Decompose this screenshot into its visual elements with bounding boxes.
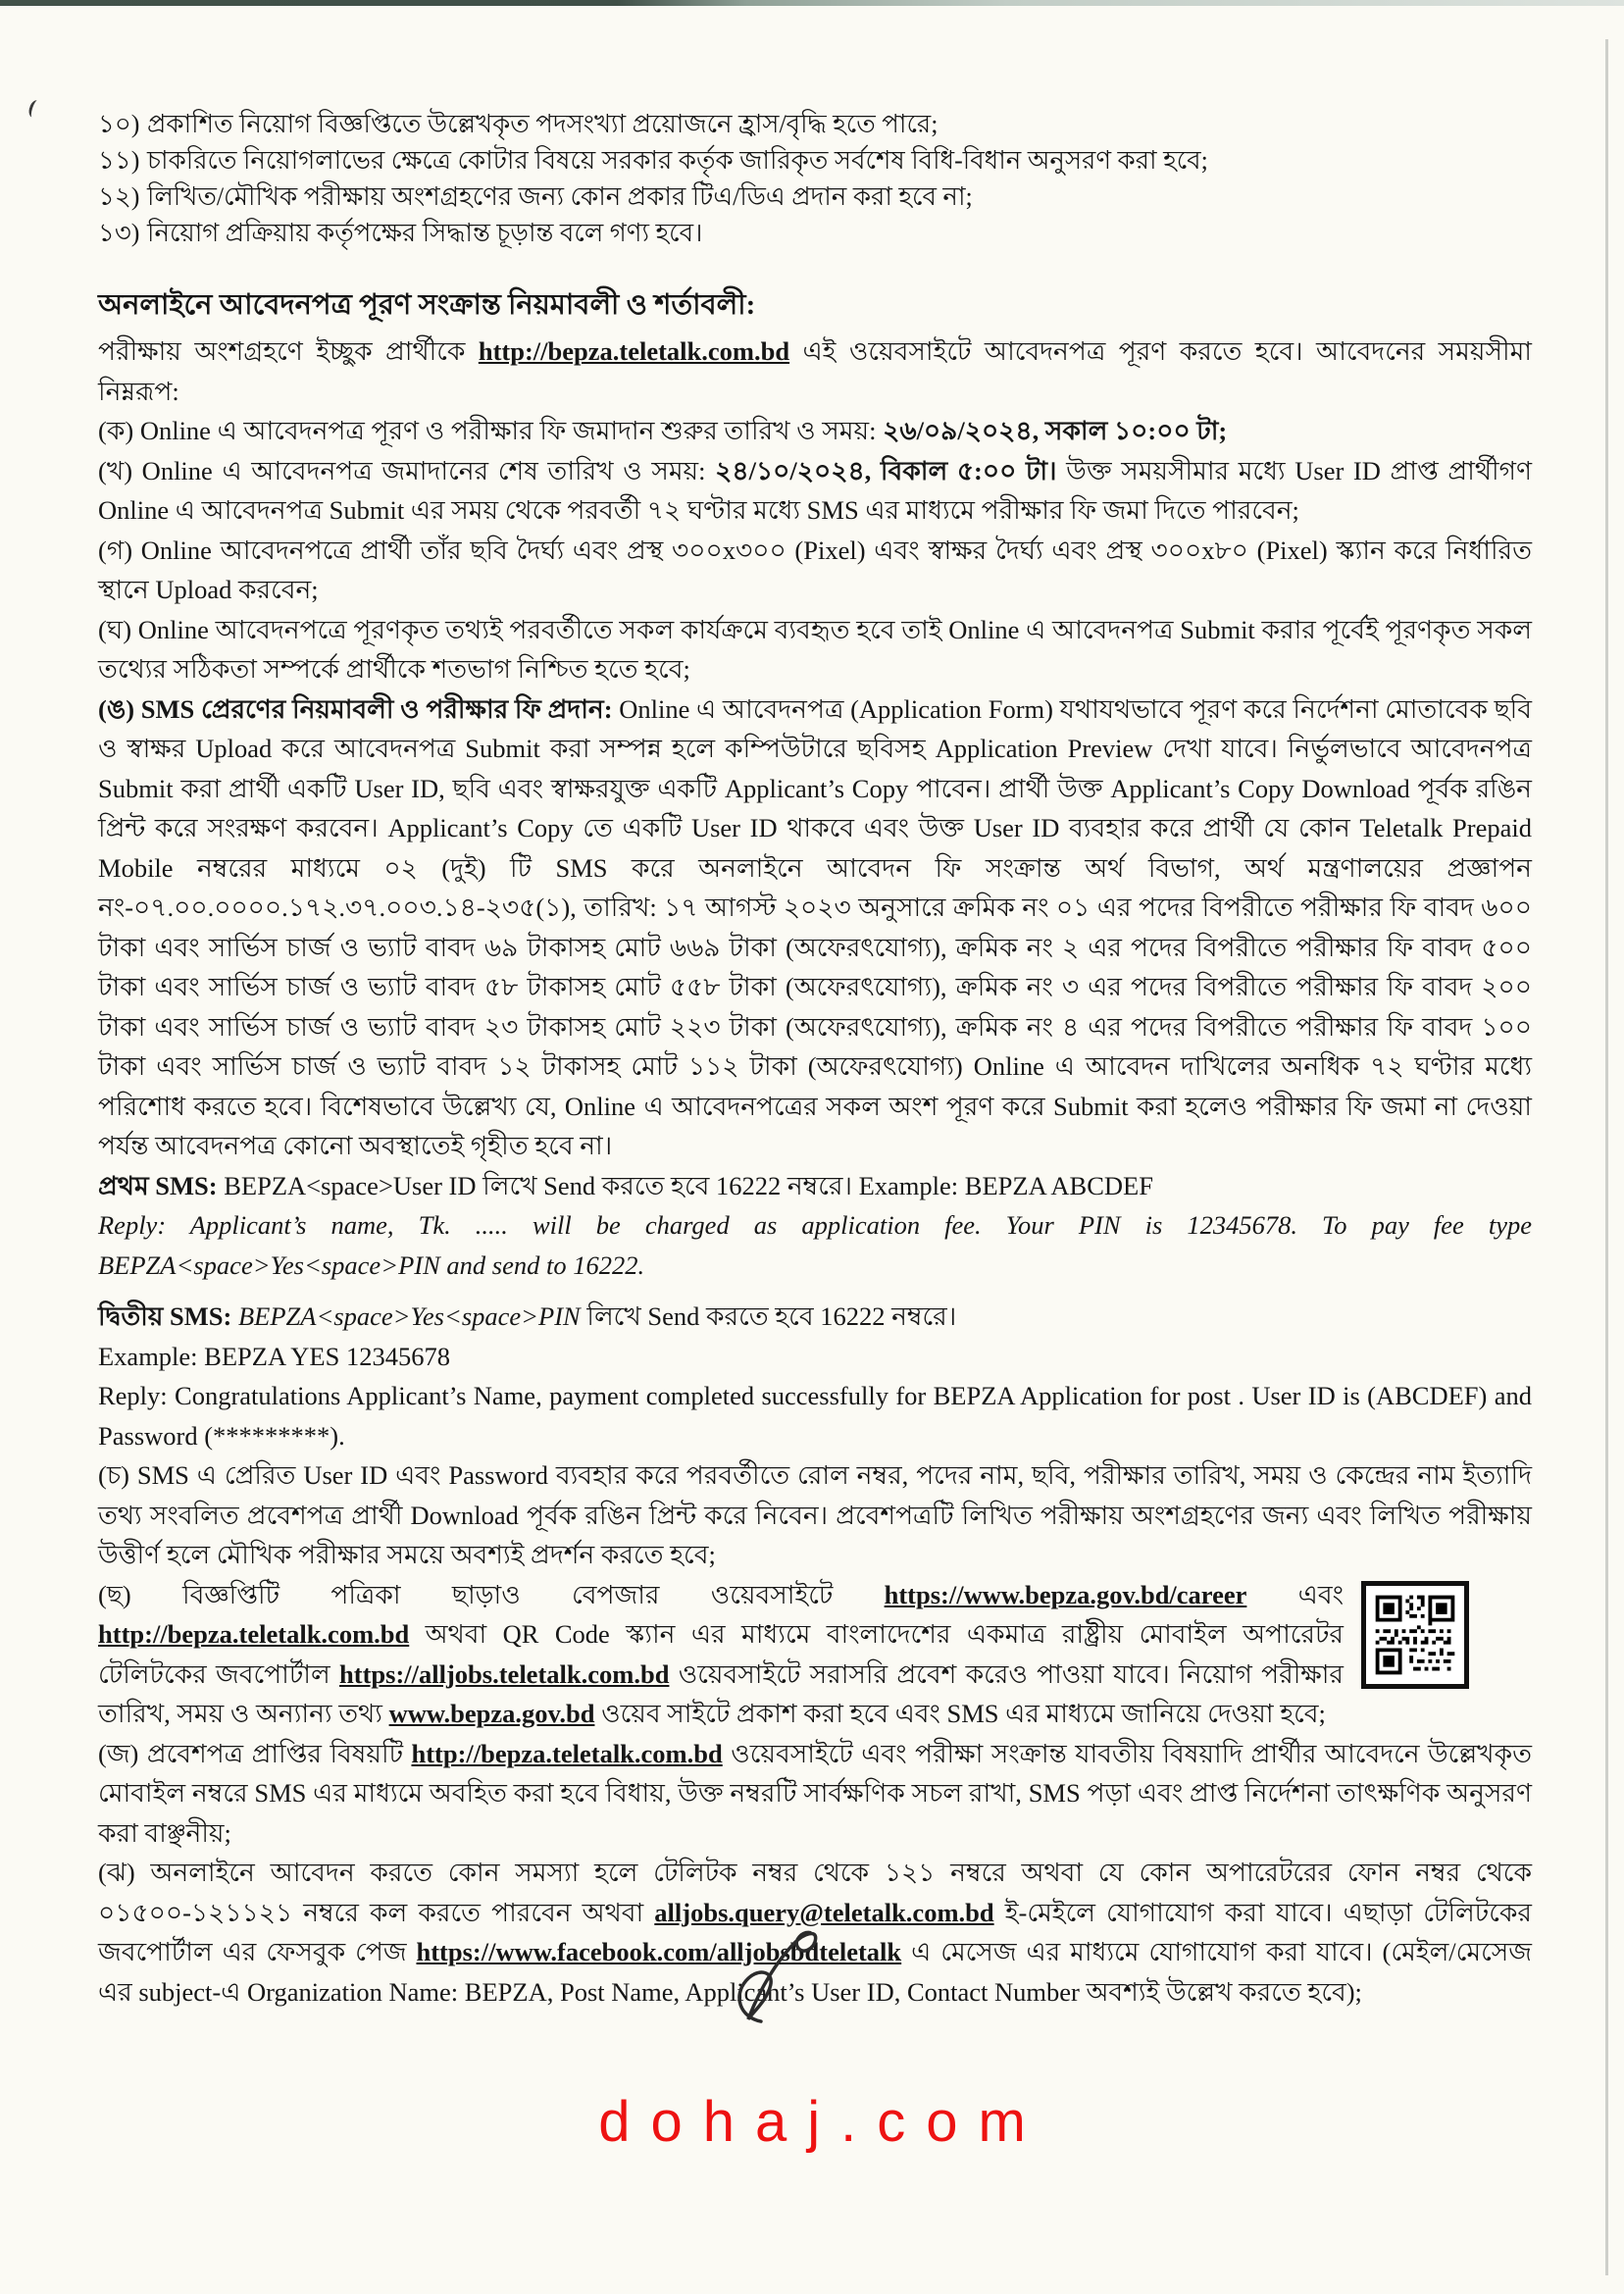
list-number: ১১) (98, 146, 140, 175)
para-kha (98, 451, 1532, 531)
watermark-text: dohaj.com (598, 2090, 1046, 2154)
text-segment: (খ) Online এ আবেদনপত্র জমাদানের শেষ তারিখ ও সময়: (98, 455, 716, 485)
inline-link: alljobs.query@teletalk.com.bd (654, 1897, 994, 1927)
numbered-conditions (98, 106, 1532, 251)
text-segment: Reply: Congratulations Applicant’s Name, payment completed successfully for BEPZA Application for post . User ID is (ABCDEF) and Password (*********). (98, 1381, 1532, 1451)
para-example-2 (98, 1337, 1532, 1377)
list-item-13 (98, 215, 1532, 251)
signature-icon (718, 1914, 840, 2032)
list-item-11 (98, 142, 1532, 178)
text-segment: (ক) Online এ আবেদনপত্র পূরণ ও পরীক্ষার ফি জমাদান শুরুর তারিখ ও সময়: (98, 416, 884, 445)
text-segment: (জ) প্রবেশপত্র প্রাপ্তির বিষয়টি (98, 1738, 412, 1768)
para-ka (98, 411, 1532, 451)
text-segment: এবং (1246, 1579, 1344, 1609)
scan-edge-right (1605, 39, 1608, 2275)
text-segment: ই-মেইলে যোগাযোগ করা যাবে। এছাড়া টেলিটকের জবপোর্টাল এর ফেসবুক পেজ (98, 1897, 1532, 1966)
inline-link: https://www.facebook.com/alljobsbdteletalk (416, 1937, 902, 1966)
para-ga (98, 531, 1532, 610)
para-reply-2 (98, 1376, 1532, 1455)
ink-mark (26, 99, 42, 120)
inline-link: https://www.bepza.gov.bd/career (884, 1579, 1247, 1609)
para-ja (98, 1734, 1532, 1854)
text-segment: দ্বিতীয় SMS: (98, 1301, 238, 1331)
text-segment: প্রথম SMS: (98, 1170, 225, 1200)
text-segment: ওয়েবসাইটে এবং পরীক্ষা সংক্রান্ত যাবতীয় বিষয়াদি প্রার্থীর আবেদনে উল্লেখকৃত মোবাইল নম্বরে SMS এর মাধ্যমে অবহিত করা হবে বিধায়, উক্ত নম্বরটি সার্বক্ষণিক সচল রাখা, SMS পড়া এবং প্রাপ্ত নির্দেশনা তাৎক্ষণিক অনুসরণ করা বাঞ্ছনীয়; (98, 1738, 1533, 1848)
para-first-sms (98, 1166, 1532, 1206)
text-segment: (ঝ) অনলাইনে আবেদন করতে কোন সমস্যা হলে টেলিটক নম্বর থেকে ১২১ নম্বরে অথবা যে কোন অপারেটরের ফোন নম্বর থেকে ০১৫০০-১২১১২১ নম্বরে কল করতে পারবেন অথবা (98, 1858, 1532, 1927)
qr-code-icon (1361, 1581, 1469, 1689)
list-number: ১২) (98, 182, 140, 211)
document-body (98, 106, 1532, 2012)
text-segment: (ঙ) SMS প্রেরণের নিয়মাবলী ও পরীক্ষার ফি প্রদান: (98, 693, 620, 724)
text-segment: ২৬/০৯/২০২৪, সকাল ১০:০০ টা; (883, 416, 1228, 445)
para-chha (98, 1575, 1532, 1734)
scan-edge-top (0, 0, 1624, 6)
para-sms-rules (98, 689, 1532, 1166)
text-segment: (ঘ) Online আবেদনপত্রে পূরণকৃত তথ্যই পরবর্তীতে সকল কার্যক্রমে ব্যবহৃত হবে তাই Online এ আবেদনপত্র Submit করার পূর্বেই পূরণকৃত সকল তথ্যের সঠিকতা সম্পর্কে প্রার্থীকে শতভাগ নিশ্চিত হতে হবে; (98, 614, 1532, 684)
list-text: নিয়োগ প্রক্রিয়ায় কর্তৃপক্ষের সিদ্ধান্ত চূড়ান্ত বলে গণ্য হবে। (147, 219, 703, 247)
text-segment: লিখে Send করতে হবে 16222 নম্বরে। (580, 1301, 957, 1331)
para-intro (98, 331, 1532, 411)
list-item-10 (98, 106, 1532, 142)
list-text: লিখিত/মৌখিক পরীক্ষায় অংশগ্রহণের জন্য কোন প্রকার টিএ/ডিএ প্রদান করা হবে না; (147, 182, 973, 211)
list-number: ১৩) (98, 219, 140, 247)
inline-link: http://bepza.teletalk.com.bd (478, 336, 790, 366)
text-segment: Online এ আবেদনপত্র (Application Form) যথাযথভাবে পূরণ করে নির্দেশনা মোতাবেক ছবি ও স্বাক্ষর Upload করে আবেদনপত্র Submit করা সম্পন্ন হলে কম্পিউটারে ছবিসহ Application Preview দেখা যাবে। নির্ভুলভাবে আবেদনপত্র Submit করা প্রার্থী একটি User ID, ছবি এবং স্বাক্ষরযুক্ত একটি Applicant’s Copy পাবেন। প্রার্থী উক্ত Applicant’s Copy Download পূর্বক রঙিন প্রিন্ট করে সংরক্ষণ করবেন। Applicant’s Copy তে একটি User ID থাকবে এবং উক্ত User ID ব্যবহার করে প্রার্থী যে কোন Teletalk Prepaid Mobile নম্বরের মাধ্যমে ০২ (দুই) টি SMS করে অনলাইনে আবেদন ফি সংক্রান্ত অর্থ বিভাগ, অর্থ মন্ত্রণালয়ের প্রজ্ঞাপন নং-০৭.০০.০০০০.১৭২.৩৭.০০৩.১৪-২৩৫(১), তারিখ: ১৭ আগস্ট ২০২৩ অনুসারে ক্রমিক নং ০১ এর পদের বিপরীতে পরীক্ষার ফি বাবদ ৬০০ টাকা এবং সার্ভিস চার্জ ও ভ্যাট বাবদ ৬৯ টাকাসহ মোট ৬৬৯ টাকা (অফেরৎযোগ্য), ক্রমিক নং ২ এর পদের বিপরীতে পরীক্ষার ফি বাবদ ৫০০ টাকা এবং সার্ভিস চার্জ ও ভ্যাট বাবদ ৫৮ টাকাসহ মোট ৫৫৮ টাকা (অফেরৎযোগ্য), ক্রমিক নং ৩ এর পদের বিপরীতে পরীক্ষার ফি বাবদ ২০০ টাকা এবং সার্ভিস চার্জ ও ভ্যাট বাবদ ২৩ টাকাসহ মোট ২২৩ টাকা (অফেরৎযোগ্য), ক্রমিক নং ৪ এর পদের বিপরীতে পরীক্ষার ফি বাবদ ১০০ টাকা এবং সার্ভিস চার্জ ও ভ্যাট বাবদ ১২ টাকাসহ মোট ১১২ টাকা (অফেরৎযোগ্য) Online এ আবেদন দাখিলের অনধিক ৭২ ঘণ্টার মধ্যে পরিশোধ করতে হবে। বিশেষভাবে উল্লেখ্য যে, Online এ আবেদনপত্রের সকল অংশ পূরণ করে Submit করা হলেও পরীক্ষার ফি জমা না দেওয়া পর্যন্ত আবেদনপত্র কোনো অবস্থাতেই গৃহীত হবে না। (98, 693, 1532, 1160)
inline-link: www.bepza.gov.bd (388, 1699, 595, 1728)
inline-link: https://alljobs.teletalk.com.bd (339, 1658, 670, 1689)
text-segment: BEPZA<space>Yes<space>PIN (237, 1301, 581, 1331)
text-segment: এ মেসেজ এর মাধ্যমে যোগাযোগ করা যাবে। (মেইল/মেসেজ এর subject-এ Organization Name: BEPZA, Post Name, Applicant’s User ID, Contact Number অবশ্যই উল্লেখ করতে হবে); (98, 1937, 1533, 2007)
text-segment: BEPZA<space>User ID লিখে Send করতে হবে 16222 নম্বরে। Example: BEPZA ABCDEF (224, 1170, 1153, 1200)
section-heading: অনলাইনে আবেদনপত্র পূরণ সংক্রান্ত নিয়মাবলী ও শর্তাবলী: (98, 289, 756, 321)
text-segment: এই ওয়েবসাইটে আবেদনপত্র পূরণ করতে হবে। আবেদনের সময়সীমা নিম্নরূপ: (98, 336, 1532, 406)
text-segment: ২৪/১০/২০২৪, বিকাল ৫:০০ টা। (715, 455, 1057, 485)
text-segment: অথবা QR Code স্ক্যান এর মাধ্যমে বাংলাদেশের একমাত্র রাষ্ট্রীয় মোবাইল অপারেটর টেলিটকের জবপোর্টাল (98, 1619, 1344, 1689)
list-number: ১০) (98, 110, 140, 138)
text-segment: (চ) SMS এ প্রেরিত User ID এবং Password ব্যবহার করে পরবর্তীতে রোল নম্বর, পদের নাম, ছবি, পরীক্ষার তারিখ, সময় ও কেন্দ্রের নাম ইত্যাদি তথ্য সংবলিত প্রবেশপত্র প্রার্থী Download পূর্বক রঙিন প্রিন্ট করে নিবেন। প্রবেশপত্রটি লিখিত পরীক্ষায় অংশগ্রহণের জন্য এবং লিখিত পরীক্ষায় উত্তীর্ণ হলে মৌখিক পরীক্ষার সময়ে অবশ্যই প্রদর্শন করতে হবে; (98, 1460, 1532, 1569)
para-gha (98, 610, 1532, 689)
text-segment: Reply: Applicant’s name, Tk. ..... will be charged as application fee. Your PIN is 12345678. To pay fee type BEPZA<space>Yes<space>PIN and send to 16222. (98, 1210, 1532, 1280)
text-segment: ওয়েব সাইটে প্রকাশ করা হবে এবং SMS এর মাধ্যমে জানিয়ে দেওয়া হবে; (594, 1699, 1326, 1728)
para-second-sms (98, 1297, 1532, 1337)
para-cha (98, 1455, 1532, 1575)
para-reply-1 (98, 1205, 1532, 1285)
text-segment: উক্ত সময়সীমার মধ্যে User ID প্রাপ্ত প্রার্থীগণ Online এ আবেদনপত্র Submit এর সময় থেকে পরবর্তী ৭২ ঘণ্টার মধ্যে SMS এর মাধ্যমে পরীক্ষার ফি জমা দিতে পারবেন; (98, 455, 1532, 525)
list-text: চাকরিতে নিয়োগলাভের ক্ষেত্রে কোটার বিষয়ে সরকার কর্তৃক জারিকৃত সর্বশেষ বিধি-বিধান অনুসরণ করা হবে; (147, 146, 1208, 175)
text-segment: ওয়েবসাইটে সরাসরি প্রবেশ করেও পাওয়া যাবে। নিয়োগ পরীক্ষার তারিখ, সময় ও অন্যান্য তথ্য (98, 1658, 1345, 1728)
inline-link: http://bepza.teletalk.com.bd (98, 1619, 410, 1649)
inline-link: http://bepza.teletalk.com.bd (411, 1738, 723, 1768)
text-segment: (গ) Online আবেদনপত্রে প্রার্থী তাঁর ছবি দৈর্ঘ্য এবং প্রস্থ ৩০০x৩০০ (Pixel) এবং স্বাক্ষর দৈর্ঘ্য এবং প্রস্থ ৩০০x৮০ (Pixel) স্ক্যান করে নির্ধারিত স্থানে Upload করবেন; (98, 535, 1532, 604)
list-text: প্রকাশিত নিয়োগ বিজ্ঞপ্তিতে উল্লেখকৃত পদসংখ্যা প্রয়োজনে হ্রাস/বৃদ্ধি হতে পারে; (147, 110, 939, 138)
text-segment: Example: BEPZA YES 12345678 (98, 1341, 450, 1371)
text-segment: পরীক্ষায় অংশগ্রহণে ইচ্ছুক প্রার্থীকে (98, 336, 479, 366)
list-item-12 (98, 178, 1532, 215)
text-segment: (ছ) বিজ্ঞপ্তিটি পত্রিকা ছাড়াও বেপজার ওয়েবসাইটে (98, 1579, 885, 1609)
